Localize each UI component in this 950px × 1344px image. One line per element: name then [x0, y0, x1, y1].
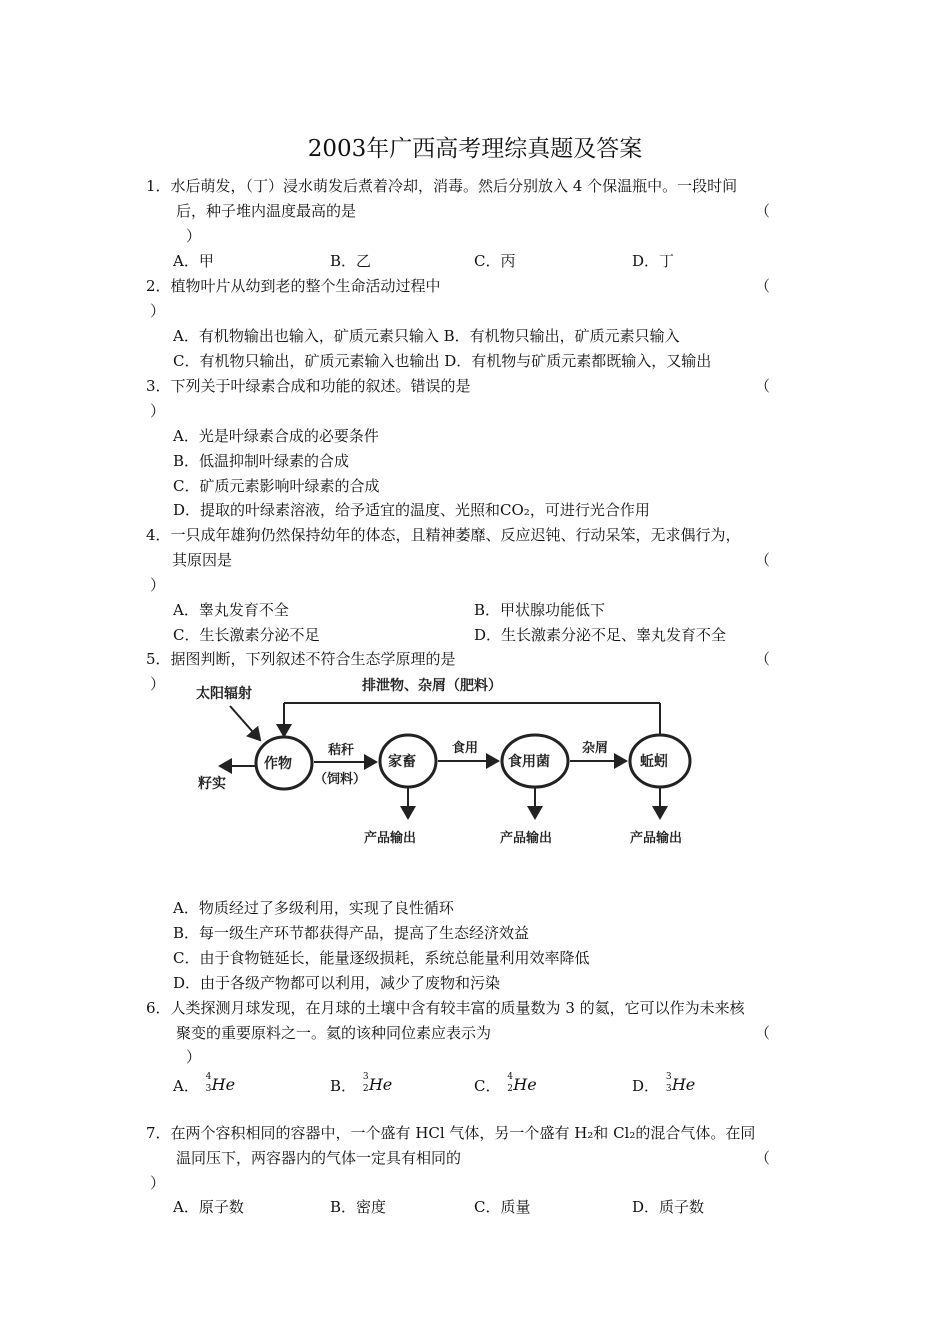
q6-stem-line1: 6．人类探测月球发现，在月球的土壤中含有较丰富的质量数为 3 的氦，它可以作为未来核 — [146, 999, 745, 1017]
atomic-number: 3 — [205, 1084, 212, 1094]
label-output-fungus: 产品输出 — [500, 831, 553, 846]
q5-option-c: C．由于食物链延长，能量逐级损耗，系统总能量利用效率降低 — [173, 949, 590, 967]
page-title: 2003年广西高考理综真题及答案 — [307, 136, 643, 162]
q1-stem-line1: 1．水后萌发，（丁）浸水萌发后煮着冷却，消毒。然后分别放入 4 个保温瓶中。一段时间 — [146, 177, 738, 195]
label-feed: （饲料） — [314, 772, 367, 787]
q6-option-a-label: A． — [173, 1077, 199, 1095]
q3-option-c: C．矿质元素影响叶绿素的合成 — [173, 477, 380, 495]
label-fungus: 食用菌 — [508, 754, 550, 770]
q7-option-b: B．密度 — [330, 1198, 387, 1216]
label-crop: 作物 — [264, 756, 292, 772]
element-symbol: He — [368, 1075, 393, 1094]
label-worm: 蚯蚓 — [640, 754, 668, 770]
q3-stem-line1: 3．下列关于叶绿素合成和功能的叙述。错误的是 — [146, 377, 471, 395]
atomic-number: 3 — [665, 1084, 672, 1094]
q4-option-a: A．睾丸发育不全 — [173, 601, 289, 619]
q2-paren-close: ） — [150, 302, 166, 320]
q5-paren-close: ） — [150, 675, 166, 693]
atomic-number: 2 — [362, 1084, 369, 1094]
q4-paren-close: ） — [150, 576, 166, 594]
q5-option-a: A．物质经过了多级利用，实现了良性循环 — [173, 899, 454, 917]
q1-option-c: C．丙 — [474, 252, 516, 270]
label-livestock: 家畜 — [388, 754, 416, 770]
label-seed: 籽实 — [198, 776, 226, 792]
ecosystem-diagram — [190, 668, 750, 858]
label-output-livestock: 产品输出 — [364, 831, 417, 846]
q6-option-d — [632, 1072, 696, 1098]
q3-option-b: B．低温抑制叶绿素的合成 — [173, 452, 350, 470]
q7-option-a: A．原子数 — [173, 1198, 244, 1216]
q5-option-b: B．每一级生产环节都获得产品，提高了生态经济效益 — [173, 924, 530, 942]
mass-number: 3 — [665, 1072, 672, 1082]
q6-option-d-label: D． — [632, 1077, 660, 1095]
element-symbol: He — [211, 1075, 236, 1094]
label-fertilizer: 排泄物、杂屑（肥料） — [362, 678, 502, 694]
q2-paren-open: （ — [755, 277, 771, 295]
q4-option-b: B．甲状腺功能低下 — [474, 601, 606, 619]
q6-option-b — [330, 1072, 393, 1098]
isotope-symbol — [361, 1072, 393, 1098]
q1-option-b: B．乙 — [330, 252, 372, 270]
q1-paren-close: ） — [186, 227, 202, 245]
q1-option-d: D．丁 — [632, 252, 675, 270]
element-symbol: He — [513, 1075, 537, 1094]
q7-paren-close: ） — [150, 1174, 166, 1192]
q3-option-d: D．提取的叶绿素溶液，给予适宜的温度、光照和CO₂，可进行光合作用 — [173, 501, 650, 519]
q6-option-c — [474, 1072, 537, 1098]
q1-option-a: A．甲 — [173, 252, 214, 270]
q3-option-a: A．光是叶绿素合成的必要条件 — [173, 427, 379, 445]
isotope-symbol — [204, 1072, 236, 1098]
q4-option-c: C．生长激素分泌不足 — [173, 626, 320, 644]
q4-stem-line1: 4．一只成年雄狗仍然保持幼年的体态，且精神萎靡、反应迟钝、行动呆笨，无求偶行为， — [146, 526, 741, 544]
q6-option-c-label: C． — [474, 1077, 501, 1095]
q7-stem-line1: 7．在两个容积相同的容器中，一个盛有 HCl 气体，另一个盛有 H₂和 Cl₂的混合气体。在同 — [146, 1124, 756, 1142]
q6-option-a — [173, 1072, 236, 1098]
q1-paren-open: （ — [755, 202, 771, 220]
q6-stem-line2: 聚变的重要原料之一。氦的该种同位素应表示为 — [176, 1024, 492, 1042]
q3-paren-close: ） — [150, 402, 166, 420]
mass-number: 4 — [205, 1072, 212, 1082]
q4-stem-line2: 其原因是 — [172, 551, 233, 569]
label-sun: 太阳辐射 — [196, 686, 252, 702]
q2-options-cd: C．有机物只输出，矿质元素输入也输出 D．有机物与矿质元素都既输入，又输出 — [173, 352, 712, 370]
arrow-sun-to-crop — [230, 706, 260, 740]
label-straw: 秸秆 — [328, 743, 355, 758]
q7-stem-line2: 温同压下，两容器内的气体一定具有相同的 — [176, 1149, 462, 1167]
q6-paren-open: （ — [755, 1024, 771, 1042]
q2-options-ab: A．有机物输出也输入，矿质元素只输入 B．有机物只输出，矿质元素只输入 — [173, 327, 680, 345]
atomic-number: 2 — [507, 1084, 513, 1094]
q5-option-d: D．由于各级产物都可以利用，减少了废物和污染 — [173, 974, 501, 992]
q7-option-c: C．质量 — [474, 1198, 531, 1216]
q2-stem-line1: 2．植物叶片从幼到老的整个生命活动过程中 — [146, 277, 441, 295]
q7-paren-open: （ — [755, 1149, 771, 1167]
q5-stem-line1: 5．据图判断，下列叙述不符合生态学原理的是 — [146, 650, 456, 668]
q7-option-d: D．质子数 — [632, 1198, 705, 1216]
q5-paren-open: （ — [755, 650, 771, 668]
element-symbol: He — [671, 1075, 696, 1094]
label-output-worm: 产品输出 — [630, 831, 683, 846]
label-eat: 食用 — [452, 741, 479, 756]
q6-paren-close: ） — [186, 1048, 202, 1066]
q3-paren-open: （ — [755, 377, 771, 395]
q4-option-d: D．生长激素分泌不足、睾丸发育不全 — [474, 626, 727, 644]
q1-stem-line2: 后，种子堆内温度最高的是 — [176, 202, 357, 220]
isotope-symbol — [505, 1072, 537, 1098]
isotope-symbol — [664, 1072, 696, 1098]
label-debris: 杂屑 — [582, 741, 609, 756]
q4-paren-open: （ — [755, 551, 771, 569]
q6-option-b-label: B． — [330, 1077, 357, 1095]
mass-number: 3 — [362, 1072, 369, 1082]
mass-number: 4 — [507, 1072, 513, 1082]
